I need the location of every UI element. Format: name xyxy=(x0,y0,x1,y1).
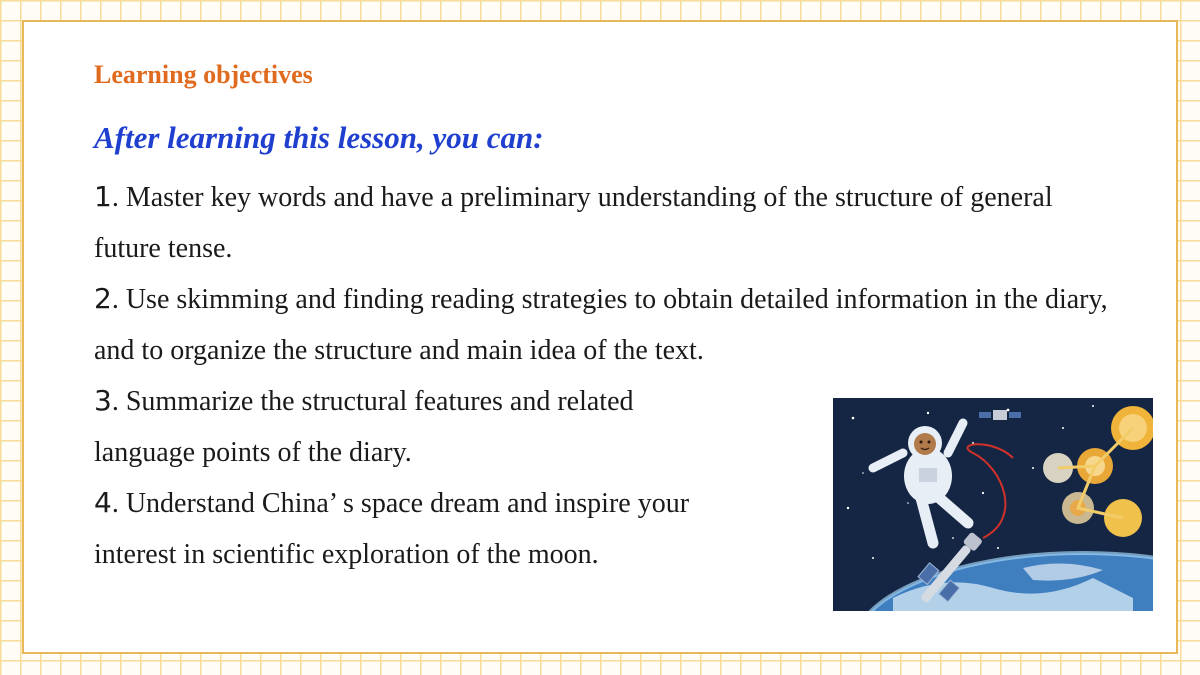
objective-text: . Understand China’ s space dream and inspire your interest in scientific exploration of the moon. xyxy=(94,488,690,570)
astronaut-illustration xyxy=(833,398,1153,611)
objective-text: . Summarize the structural features and related language points of the diary. xyxy=(94,386,634,468)
objective-text: . Master key words and have a preliminary understanding of the structure of general future tense. xyxy=(94,182,1053,264)
objective-item-3 xyxy=(94,375,734,478)
objective-item-4 xyxy=(94,477,774,580)
objective-number: 1 xyxy=(94,180,112,213)
objective-number: 3 xyxy=(94,384,112,417)
objective-number: 2 xyxy=(94,282,112,315)
objective-text: . Use skimming and finding reading strategies to obtain detailed information in the diary, and to organize the structure and main idea of the text. xyxy=(94,284,1108,366)
objective-item-2 xyxy=(94,273,1124,376)
slide-frame xyxy=(22,20,1178,654)
objective-number: 4 xyxy=(94,486,112,519)
objective-item-1 xyxy=(94,171,1124,274)
slide-title: Learning objectives xyxy=(94,60,313,89)
intro-line: After learning this lesson, you can: xyxy=(94,120,544,155)
